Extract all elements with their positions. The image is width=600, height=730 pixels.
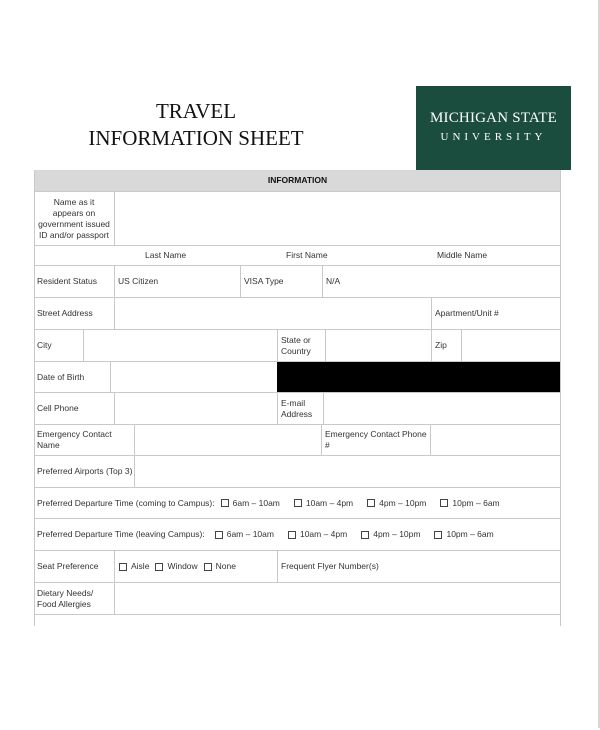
seat-option-aisle[interactable] xyxy=(119,561,149,572)
first-name-label: First Name xyxy=(286,250,328,260)
dietary-needs-row xyxy=(34,583,561,615)
checkbox-icon[interactable] xyxy=(215,531,223,539)
title-line-2: INFORMATION SHEET xyxy=(88,126,304,150)
departure-leaving-line xyxy=(34,519,561,550)
dietary-needs-input[interactable] xyxy=(114,583,561,614)
checkbox-icon[interactable] xyxy=(294,499,302,507)
preferred-airports-label: Preferred Airports (Top 3) xyxy=(37,466,133,476)
departure-leaving-label: Preferred Departure Time (leaving Campus): xyxy=(37,529,205,539)
leaving-option-1[interactable] xyxy=(215,529,274,540)
coming-option-1[interactable] xyxy=(221,498,280,509)
checkbox-icon[interactable] xyxy=(288,531,296,539)
seat-options xyxy=(114,551,277,582)
city-input[interactable] xyxy=(83,330,277,361)
departure-leaving-row xyxy=(34,519,561,551)
preferred-airports-input[interactable] xyxy=(134,456,561,487)
street-address-row xyxy=(34,298,561,330)
frequent-flyer-label: Frequent Flyer Number(s) xyxy=(277,551,561,582)
name-input[interactable] xyxy=(114,192,561,245)
zip-input[interactable] xyxy=(461,330,561,361)
dietary-needs-label: Dietary Needs/ Food Allergies xyxy=(37,587,94,609)
seat-preference-label: Seat Preference xyxy=(37,561,99,571)
option-label: None xyxy=(215,561,236,571)
option-label: 10am – 4pm xyxy=(305,497,354,508)
option-label: 10pm – 6am xyxy=(446,529,494,539)
checkbox-icon[interactable] xyxy=(221,499,229,507)
street-address-label: Street Address xyxy=(37,308,93,318)
seat-preference-row xyxy=(34,551,561,583)
date-of-birth-input[interactable] xyxy=(110,362,277,392)
checkbox-icon[interactable] xyxy=(361,531,369,539)
option-label: Window xyxy=(167,561,198,571)
checkbox-icon[interactable] xyxy=(434,531,442,539)
email-label: E-mail Address xyxy=(277,393,323,424)
form-header: INFORMATION xyxy=(267,175,328,185)
coming-option-2[interactable] xyxy=(294,498,353,509)
checkbox-icon[interactable] xyxy=(367,499,375,507)
name-sublabels-row xyxy=(34,246,561,266)
visa-type-value[interactable]: N/A xyxy=(322,266,561,297)
resident-status-label: Resident Status xyxy=(37,276,98,286)
preferred-airports-row xyxy=(34,456,561,488)
leaving-option-3[interactable] xyxy=(361,529,420,540)
resident-status-value[interactable]: US Citizen xyxy=(114,266,240,297)
leaving-option-4[interactable] xyxy=(434,529,493,540)
emergency-contact-phone-label: Emergency Contact Phone # xyxy=(321,425,430,455)
seat-option-window[interactable] xyxy=(155,561,197,572)
redacted-block xyxy=(277,362,561,392)
logo-line-1: MICHIGAN STATE xyxy=(429,110,557,126)
departure-coming-label: Preferred Departure Time (coming to Campus): xyxy=(37,497,215,508)
page-title xyxy=(60,98,332,152)
city-row xyxy=(34,330,561,362)
title-line-1: TRAVEL xyxy=(155,99,237,123)
state-country-label: State or Country xyxy=(277,330,325,361)
apartment-unit-label: Apartment/Unit # xyxy=(431,298,561,329)
departure-coming-row xyxy=(34,488,561,519)
visa-type-label: VISA Type xyxy=(240,266,322,297)
option-label: 10am – 4pm xyxy=(299,529,348,539)
leaving-option-2[interactable] xyxy=(288,529,347,540)
email-input[interactable] xyxy=(323,393,561,424)
state-country-input[interactable] xyxy=(325,330,431,361)
form-header-row xyxy=(34,170,561,192)
cell-phone-label: Cell Phone xyxy=(37,403,79,413)
name-label: Name as it appears on government issued ID and/or passport xyxy=(38,196,110,240)
emergency-contact-name-input[interactable] xyxy=(134,425,321,455)
option-label: 4pm – 10pm xyxy=(373,529,421,539)
emergency-contact-phone-input[interactable] xyxy=(430,425,561,455)
emergency-contact-name-label: Emergency Contact Name xyxy=(37,429,112,450)
university-logo xyxy=(416,86,571,170)
street-address-input[interactable] xyxy=(114,298,431,329)
middle-name-label: Middle Name xyxy=(437,250,488,260)
resident-status-row xyxy=(34,266,561,298)
coming-option-4[interactable] xyxy=(440,498,499,509)
date-of-birth-row xyxy=(34,362,561,393)
emergency-contact-row xyxy=(34,425,561,456)
seat-option-none[interactable] xyxy=(204,561,236,572)
last-name-label: Last Name xyxy=(145,250,187,260)
checkbox-icon[interactable] xyxy=(204,563,212,571)
option-label: 10pm – 6am xyxy=(452,497,500,508)
option-label: 6am – 10am xyxy=(232,497,280,508)
checkbox-icon[interactable] xyxy=(119,563,127,571)
checkbox-icon[interactable] xyxy=(440,499,448,507)
coming-option-3[interactable] xyxy=(367,498,426,509)
name-row xyxy=(34,192,561,246)
logo-line-2: UNIVERSITY xyxy=(440,131,547,143)
checkbox-icon[interactable] xyxy=(155,563,163,571)
departure-coming-line xyxy=(34,488,561,518)
option-label: Aisle xyxy=(131,561,150,571)
cell-phone-row xyxy=(34,393,561,425)
cell-phone-input[interactable] xyxy=(114,393,277,424)
option-label: 4pm – 10pm xyxy=(379,497,427,508)
date-of-birth-label: Date of Birth xyxy=(37,371,85,382)
zip-label: Zip xyxy=(431,330,461,361)
option-label: 6am – 10am xyxy=(226,529,274,539)
city-label: City xyxy=(37,340,52,350)
